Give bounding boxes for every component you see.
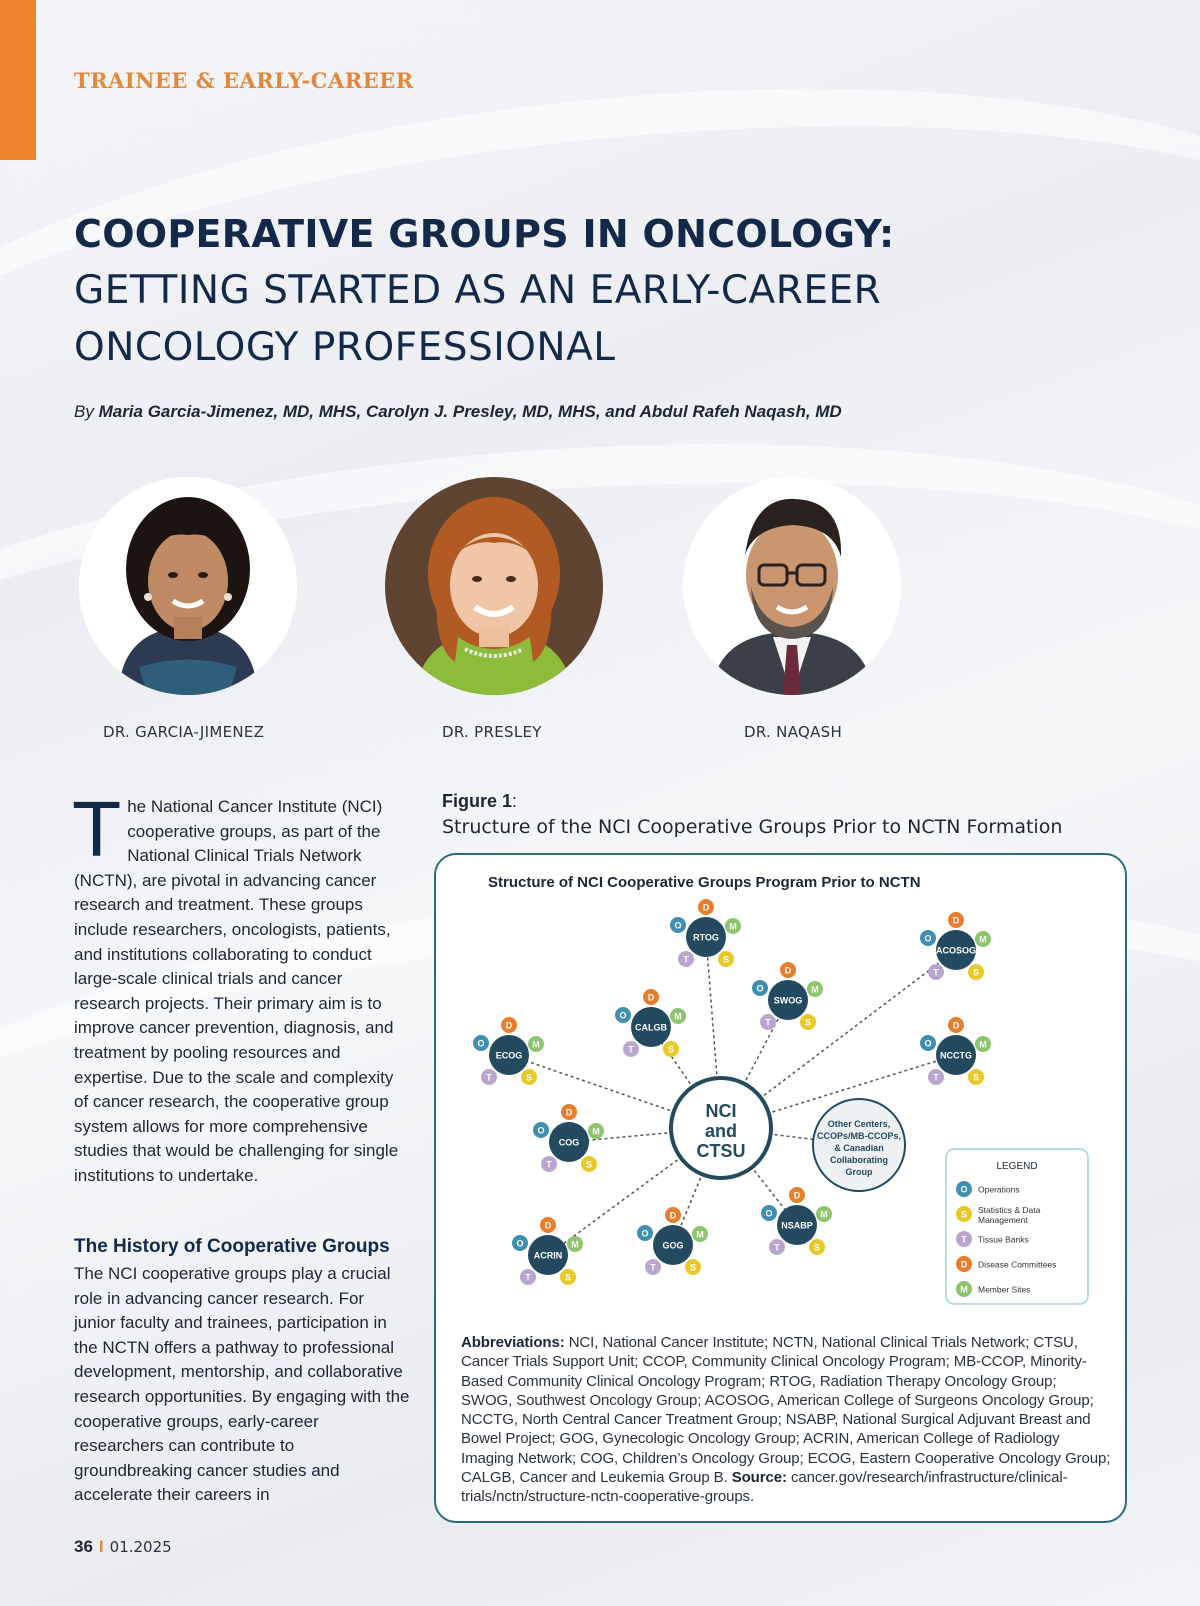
badge-letter-s: S: [564, 1272, 572, 1283]
figure-label: [442, 791, 517, 812]
badge-letter-t: T: [765, 1017, 771, 1028]
author-photo-garcia-jimenez: [79, 477, 297, 695]
legend-label: Member Sites: [978, 1284, 1031, 1295]
group-label: RTOG: [693, 932, 719, 943]
legend-label: Statistics & Data: [978, 1205, 1041, 1215]
byline: [74, 402, 842, 422]
badge-letter-m: M: [592, 1126, 600, 1137]
badge-letter-t: T: [486, 1072, 492, 1083]
legend-letter: S: [960, 1209, 968, 1220]
group-node-cog: [533, 1104, 604, 1172]
legend-box: [946, 1149, 1088, 1304]
byline-authors: Maria Garcia-Jimenez, MD, MHS, Carolyn J. Presley, MD, MHS, and Abdul Rafeh Naqash, MD: [98, 402, 842, 421]
section-accent-bar: [0, 0, 36, 160]
badge-letter-d: D: [565, 1107, 573, 1118]
group-label: CALGB: [635, 1022, 667, 1033]
group-label: GOG: [662, 1240, 684, 1251]
badge-letter-t: T: [650, 1262, 656, 1273]
legend-label: Disease Committees: [978, 1259, 1057, 1270]
group-node-acosog: [920, 912, 991, 980]
center-node-label-line-3: CTSU: [696, 1141, 746, 1161]
badge-letter-s: S: [585, 1159, 593, 1170]
article-subtitle-line-1: GETTING STARTED AS AN EARLY-CAREER: [74, 268, 882, 313]
group-label: ECOG: [495, 1050, 523, 1061]
legend-letter: O: [960, 1184, 968, 1195]
badge-letter-m: M: [696, 1229, 704, 1240]
badge-letter-m: M: [811, 984, 819, 995]
group-node-gog: [637, 1207, 708, 1275]
badge-letter-d: D: [952, 915, 960, 926]
badge-letter-s: S: [804, 1017, 812, 1028]
badge-letter-d: D: [505, 1020, 513, 1031]
badge-letter-o: O: [477, 1038, 485, 1049]
badge-letter-o: O: [537, 1125, 545, 1136]
author-photo-presley: [385, 477, 603, 695]
group-label: NCCTG: [940, 1050, 972, 1061]
badge-letter-s: S: [813, 1242, 821, 1253]
badge-letter-s: S: [972, 1072, 980, 1083]
subheading-history: The History of Cooperative Groups: [74, 1236, 390, 1257]
badge-letter-d: D: [784, 965, 792, 976]
badge-letter-m: M: [820, 1209, 828, 1220]
badge-letter-m: M: [729, 921, 737, 932]
badge-letter-d: D: [702, 902, 710, 913]
badge-letter-s: S: [722, 954, 730, 965]
badge-letter-o: O: [924, 1038, 932, 1049]
group-node-nsabp: [761, 1187, 832, 1255]
badge-letter-o: O: [619, 1010, 627, 1021]
legend-title: LEGEND: [996, 1161, 1038, 1172]
other-centers-line-2: CCOPs/MB-CCOPs,: [816, 1131, 902, 1141]
legend-letter: D: [960, 1259, 968, 1270]
badge-letter-d: D: [544, 1220, 552, 1231]
article-title: COOPERATIVE GROUPS IN ONCOLOGY:: [74, 212, 895, 256]
photo-caption-naqash: DR. NAQASH: [744, 723, 843, 741]
group-node-ncctg: [920, 1017, 991, 1085]
group-label: ACRIN: [533, 1250, 563, 1261]
legend-label: Tissue Banks: [978, 1234, 1029, 1245]
figure-abbreviations: [461, 1333, 1111, 1507]
figure-title: Structure of the NCI Cooperative Groups Prior to NCTN Formation: [442, 816, 1063, 838]
badge-letter-o: O: [641, 1228, 649, 1239]
drop-cap: T: [74, 788, 120, 874]
badge-letter-s: S: [667, 1044, 675, 1055]
page-number: 36: [74, 1537, 93, 1556]
section-label: TRAINEE & EARLY-CAREER: [74, 68, 414, 93]
badge-letter-o: O: [516, 1238, 524, 1249]
center-node-label-line-1: NCI: [705, 1101, 737, 1121]
other-centers-line-3: & Canadian: [834, 1143, 884, 1153]
badge-letter-t: T: [525, 1272, 531, 1283]
abbreviations-label: Abbreviations:: [461, 1334, 565, 1351]
diagram-title: Structure of NCI Cooperative Groups Program Prior to NCTN: [488, 874, 921, 891]
legend-label-line-2: Management: [978, 1215, 1028, 1225]
figure-number: Figure 1: [442, 791, 513, 811]
center-node-label-line-2: and: [704, 1121, 738, 1141]
badge-letter-t: T: [546, 1159, 552, 1170]
byline-prefix: By: [74, 402, 94, 421]
photo-caption-garcia-jimenez: DR. GARCIA-JIMENEZ: [103, 723, 265, 741]
group-node-swog: [752, 962, 823, 1030]
legend-letter: T: [961, 1234, 967, 1245]
badge-letter-t: T: [774, 1242, 780, 1253]
badge-letter-o: O: [756, 983, 764, 994]
badge-letter-m: M: [979, 1039, 987, 1050]
group-node-calgb: [615, 989, 686, 1057]
body-paragraph-1-text: he National Cancer Institute (NCI) cooperative groups, as part of the National Clinical Trials Network (NCTN), are pivotal in advancing cancer research and treatment. These groups include researchers, oncologists, patients, and institutions collaborating to conduct large-scale clinical trials and cancer research projects. Their primary aim is to improve cancer prevention, diagnosis, and treatment by pooling resources and expertise. Due to the scale and complexity of cancer research, the cooperative group system allows for more comprehensive studies that would be challenging for single institutions to undertake.: [74, 797, 399, 1185]
badge-letter-t: T: [933, 967, 939, 978]
badge-letter-d: D: [669, 1210, 677, 1221]
badge-letter-o: O: [674, 920, 682, 931]
footer-separator: I: [98, 1537, 104, 1556]
badge-letter-s: S: [525, 1072, 533, 1083]
group-label: COG: [558, 1137, 580, 1148]
badge-letter-m: M: [674, 1011, 682, 1022]
body-paragraph-2: The NCI cooperative groups play a crucial role in advancing cancer research. For junior faculty and trainees, participation in the NCTN offers a pathway to professional development, mentorship, and collaborative research opportunities. By engaging with the cooperative groups, early-career researchers can contribute to groundbreaking cancer studies and accelerate their careers in: [74, 1264, 410, 1505]
source-label: Source:: [731, 1469, 787, 1487]
legend-letter: M: [960, 1284, 968, 1295]
badge-letter-m: M: [532, 1039, 540, 1050]
group-label: ACOSOG: [935, 945, 977, 956]
badge-letter-d: D: [647, 992, 655, 1003]
group-label: SWOG: [773, 995, 803, 1006]
badge-letter-o: O: [765, 1208, 773, 1219]
badge-letter-m: M: [979, 934, 987, 945]
group-label: NSABP: [781, 1220, 813, 1231]
badge-letter-d: D: [952, 1020, 960, 1031]
badge-letter-m: M: [571, 1239, 579, 1250]
source-text: cancer.gov/research/infrastructure/clinical-trials/nctn/structure-nctn-cooperative-groups.: [461, 1469, 1068, 1506]
badge-letter-o: O: [924, 933, 932, 944]
badge-letter-t: T: [683, 954, 689, 965]
body-paragraph-1: [74, 788, 410, 1189]
group-node-rtog: [670, 899, 741, 967]
group-node-acrin: [512, 1217, 583, 1285]
badge-letter-s: S: [972, 967, 980, 978]
other-centers-line-5: Group: [845, 1167, 873, 1177]
other-centers-line-1: Other Centers,: [827, 1119, 891, 1129]
legend-label: Operations: [978, 1184, 1020, 1195]
badge-letter-t: T: [628, 1044, 634, 1055]
issue-date: 01.2025: [109, 1538, 172, 1556]
figure-label-colon: :: [512, 791, 518, 811]
page-footer: [74, 1537, 172, 1557]
abbreviations-text: NCI, National Cancer Institute; NCTN, National Clinical Trials Network; CTSU, Cancer Trials Support Unit; CCOP, Community Clinical Oncology Program; MB-CCOP, Minority-Based Community Clinical Oncology Program; RTOG, Radiation Therapy Oncology Group; SWOG, Southwest Oncology Group; ACOSOG, American College of Surgeons Oncology Group; NCCTG, North Central Cancer Treatment Group; NSABP, National Surgical Adjuvant Breast and Bowel Project; GOG, Gynecologic Oncology Group; ACRIN, American College of Radiology Imaging Network; COG, Children’s Oncology Group; ECOG, Eastern Cooperative Oncology Group; CALGB, Cancer and Leukemia Group B.: [461, 1334, 1111, 1487]
group-node-ecog: [473, 1017, 544, 1085]
other-centers-line-4: Collaborating: [830, 1155, 888, 1165]
badge-letter-d: D: [793, 1190, 801, 1201]
badge-letter-s: S: [689, 1262, 697, 1273]
badge-letter-t: T: [933, 1072, 939, 1083]
article-subtitle-line-2: ONCOLOGY PROFESSIONAL: [74, 325, 616, 370]
author-photo-naqash: [683, 477, 901, 695]
photo-caption-presley: DR. PRESLEY: [442, 723, 542, 741]
